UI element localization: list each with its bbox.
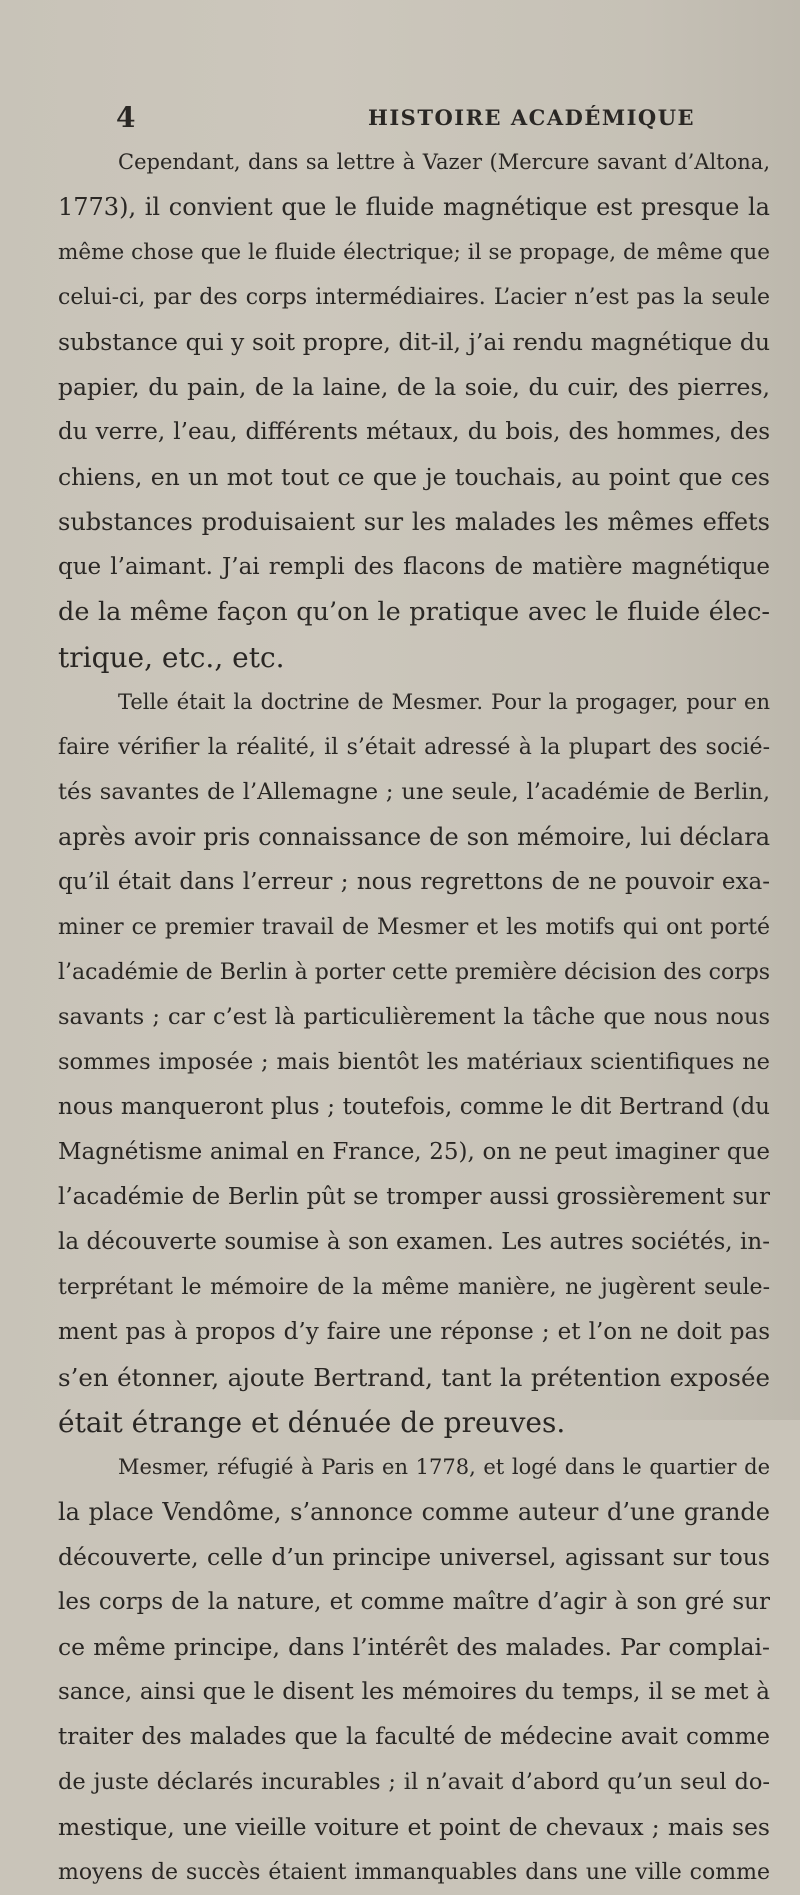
text-line: découverte, celle d’un principe universel, agissant sur tous [58, 1543, 770, 1571]
text-line: était étrange et dénuée de preuves. [58, 1406, 566, 1439]
text-line: après avoir pris connaissance de son mémoire, lui déclara [58, 823, 770, 851]
text-line: de juste déclarés incurables ; il n’avait d’abord qu’un seul do- [58, 1769, 770, 1795]
text-line: nous manqueront plus ; toutefois, comme le dit Bertrand (du [58, 1094, 770, 1120]
text-line: mestique, une vieille voiture et point de chevaux ; mais ses [58, 1813, 770, 1841]
text-line: 1773), il convient que le fluide magnétique est presque la [58, 193, 770, 221]
text-line: l’académie de Berlin pût se tromper aussi grossièrement sur [58, 1184, 770, 1210]
running-title: HISTOIRE ACADÉMIQUE [368, 105, 696, 130]
text-line: du verre, l’eau, différents métaux, du bois, des hommes, des [58, 419, 770, 445]
text-line: que l’aimant. J’ai rempli des flacons de matière magnétique [58, 554, 770, 580]
text-line: Cependant, dans sa lettre à Vazer (Mercure savant d’Altona, [118, 150, 770, 174]
text-line: chiens, en un mot tout ce que je touchais, au point que ces [58, 463, 770, 491]
text-line: celui-ci, par des corps intermédiaires. L’acier n’est pas la seule [58, 285, 770, 310]
text-line: trique, etc., etc. [58, 641, 285, 674]
text-line: Magnétisme animal en France, 25), on ne peut imaginer que [58, 1139, 770, 1165]
text-line: savants ; car c’est là particulièrement la tâche que nous nous [58, 1004, 770, 1030]
page-number: 4 [116, 101, 136, 134]
text-line: miner ce premier travail de Mesmer et les motifs qui ont porté [58, 915, 770, 940]
text-line: de la même façon qu’on le pratique avec le fluide élec- [58, 597, 770, 627]
text-line: s’en étonner, ajoute Bertrand, tant la prétention exposée [58, 1363, 770, 1392]
text-line: moyens de succès étaient immanquables dans une ville comme [58, 1860, 770, 1885]
text-line: Telle était la doctrine de Mesmer. Pour la progager, pour en [118, 690, 770, 714]
page-header [58, 100, 758, 136]
text-line: l’académie de Berlin à porter cette première décision des corps [58, 960, 770, 985]
text-line: tés savantes de l’Allemagne ; une seule, l’académie de Berlin, [58, 779, 770, 805]
text-line: faire vérifier la réalité, il s’était adressé à la plupart des socié- [58, 735, 770, 760]
text-line: même chose que le fluide électrique; il se propage, de même que [58, 240, 770, 265]
text-line: substance qui y soit propre, dit-il, j’ai rendu magnétique du [58, 328, 770, 356]
text-line: la découverte soumise à son examen. Les autres sociétés, in- [58, 1229, 770, 1255]
text-line: les corps de la nature, et comme maître d’agir à son gré sur [58, 1589, 770, 1615]
text-line: sommes imposée ; mais bientôt les matériaux scientifiques ne [58, 1049, 770, 1075]
text-line: sance, ainsi que le disent les mémoires du temps, il se met à [58, 1679, 770, 1705]
text-line: Mesmer, réfugié à Paris en 1778, et logé dans le quartier de [118, 1455, 770, 1479]
text-line: papier, du pain, de la laine, de la soie, du cuir, des pierres, [58, 373, 770, 401]
text-line: ment pas à propos d’y faire une réponse ; et l’on ne doit pas [58, 1319, 770, 1345]
body-text [58, 140, 770, 1895]
text-line: traiter des malades que la faculté de médecine avait comme [58, 1724, 770, 1750]
text-line: substances produisaient sur les malades les mêmes effets [58, 508, 770, 536]
text-line: la place Vendôme, s’annonce comme auteur d’une grande [58, 1498, 770, 1526]
text-line: ce même principe, dans l’intérêt des malades. Par complai- [58, 1633, 770, 1661]
text-line: terprétant le mémoire de la même manière, ne jugèrent seule- [58, 1275, 770, 1300]
text-line: qu’il était dans l’erreur ; nous regrettons de ne pouvoir exa- [58, 869, 770, 895]
